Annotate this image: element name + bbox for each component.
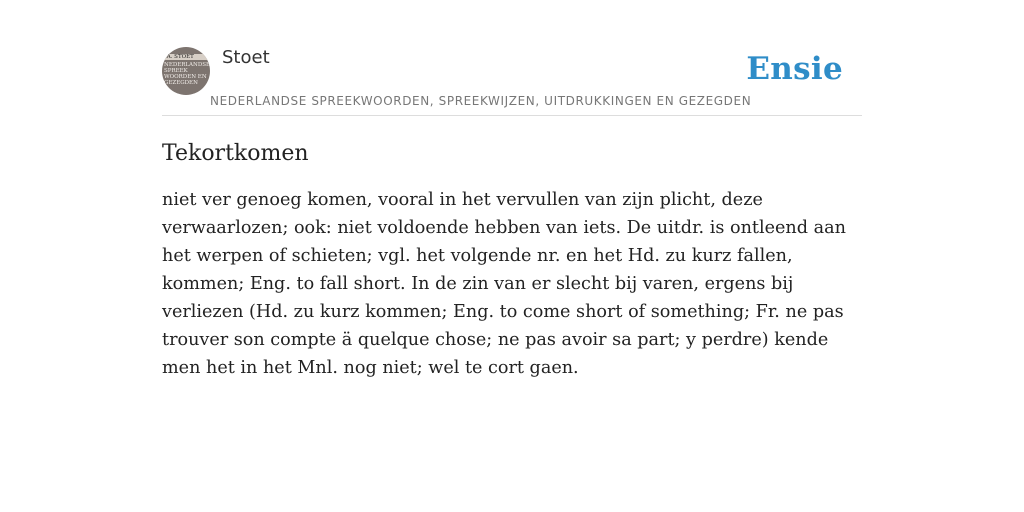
entry-definition: niet ver genoeg komen, vooral in het vervullen van zijn plicht, deze verwaarlozen; ook: niet voldoende hebben van iets. De uitdr. is ontleend aan het werpen of schieten; vgl. het volgende nr. en het Hd. zu kurz fallen, kommen; Eng. to fall short. In de zin van er slecht bij varen, ergens bij verliezen (Hd. zu kurz kommen; Eng. to come short of something; Fr. ne pas trouver son compte ä quelque chose; ne pas avoir sa part; y perdre) kende men het in het Mnl. nog niet; wel te cort gaen. — [162, 190, 846, 378]
avatar-cover-author: F.A. STOET — [162, 54, 210, 60]
avatar-cover-title: NEDERLANDSE SPREEK WOORDEN EN GEZEGDEN — [164, 62, 210, 86]
author-link[interactable]: Stoet — [222, 47, 270, 68]
entry-title: Tekortkomen — [162, 141, 309, 166]
avatar[interactable] — [162, 47, 210, 95]
entry-card — [162, 45, 862, 382]
entry-header — [162, 45, 862, 116]
brand-logo[interactable]: Ensie — [746, 51, 843, 87]
source-subtitle: NEDERLANDSE SPREEKWOORDEN, SPREEKWIJZEN, UITDRUKKINGEN EN GEZEGDEN — [210, 94, 752, 108]
